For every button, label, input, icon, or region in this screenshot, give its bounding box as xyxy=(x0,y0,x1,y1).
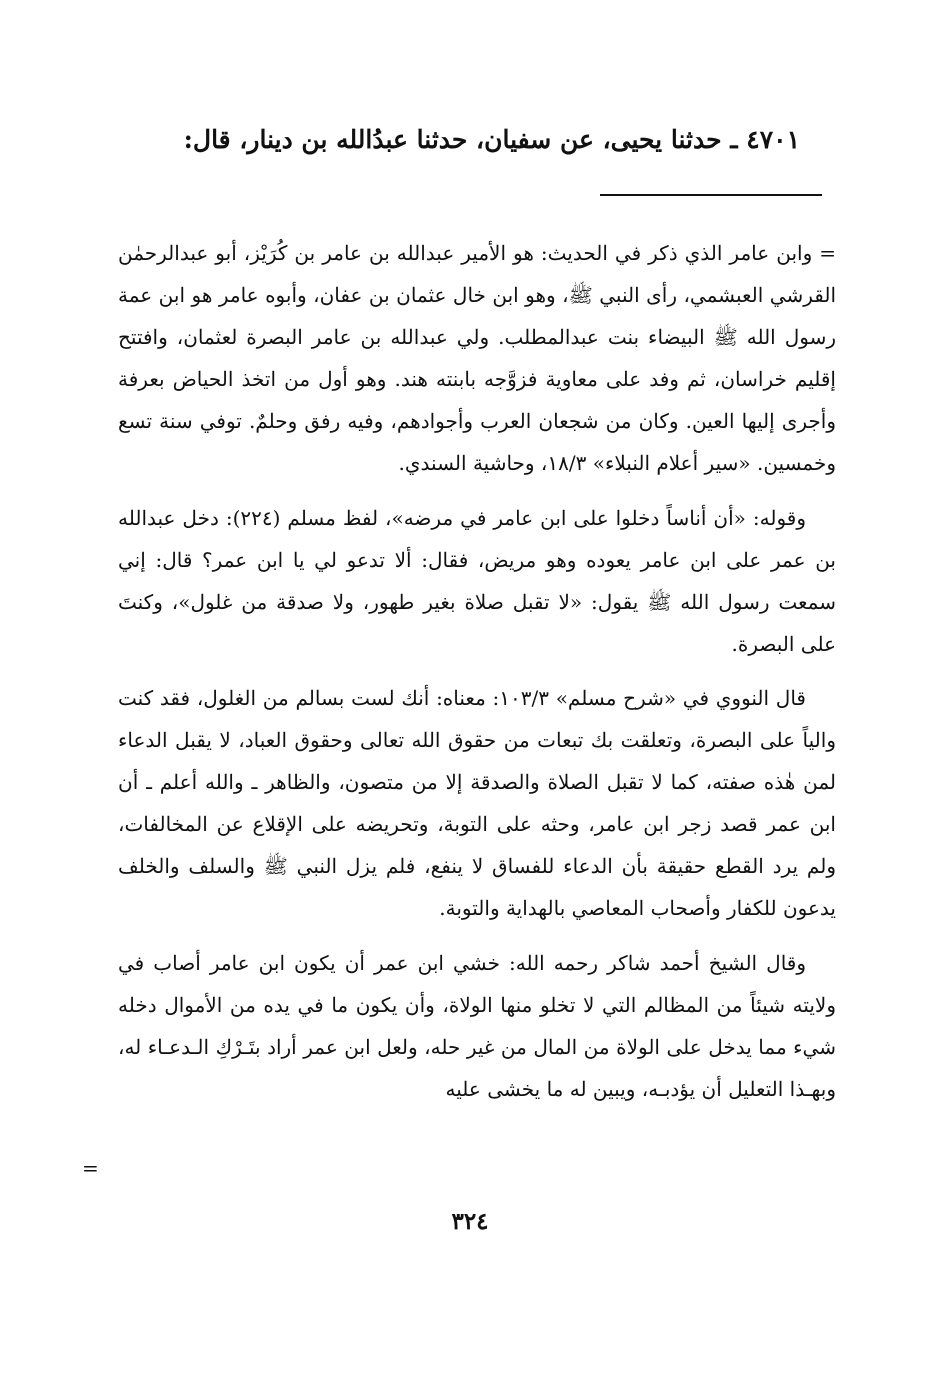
footnote-paragraph-1: = وابن عامر الذي ذكر في الحديث: هو الأمير عبدالله بن عامر بن كُرَيْز، أبو عبدالرحمٰن القرشي العبشمي، رأى النبي ﷺ، وهو ابن خال عثمان بن عفان، وأبوه عامر هو ابن عمة رسول الله ﷺ البيضاء بنت عبدالمطلب. ولي عبدالله بن عامر البصرة لعثمان، وافتتح إقليم خراسان، ثم وفد على معاوية فزوَّجه بابنته هند. وهو أول من اتخذ الحياض بعرفة وأجرى إليها العين. وكان من شجعان العرب وأجوادهم، وفيه رفق وحلمٌ. توفي سنة تسع وخمسين. «سير أعلام النبلاء» ١٨/٣، وحاشية السندي. xyxy=(118,241,837,476)
page-number: ٣٢٤ xyxy=(451,1208,489,1235)
footnote-separator xyxy=(600,194,822,196)
footnote-paragraph-3: قال النووي في «شرح مسلم» ١٠٣/٣: معناه: أنك لست بسالم من الغلول، فقد كنت والياً على البصرة، وتعلقت بك تبعات من حقوق الله تعالى وحقوق العباد، لا يقبل الدعاء لمن هٰذه صفته، كما لا تقبل الصلاة والصدقة إلا من متصون، والظاهر ـ والله أعلم ـ أن ابن عمر قصد زجر ابن عامر، وحثه على التوبة، وتحريضه على الإقلاع عن المخالفات، ولم يرد القطع حقيقة بأن الدعاء للفساق لا ينفع، فلم يزل النبي ﷺ والسلف والخلف يدعون للكفار وأصحاب المعاصي بالهداية والتوبة. xyxy=(118,685,836,921)
hadith-heading: ٤٧٠١ ـ حدثنا يحيى، عن سفيان، حدثنا عبدُالله بن دينار، قال: xyxy=(183,125,800,154)
footnote-paragraph-4: وقال الشيخ أحمد شاكر رحمه الله: خشي ابن عمر أن يكون ابن عامر أصاب في ولايته شيئاً من المظالم التي لا تخلو منها الولاة، وأن يكون ما في يده من الأموال دخله شيء مما يدخل على الولاة من المال من غير حله، ولعل ابن عمر أراد بتَـرْكِ الـدعـاء له، وبهـذا التعليل أن يؤدبـه، ويبين له ما يخشى عليه xyxy=(118,950,836,1101)
continuation-mark: = xyxy=(82,1156,99,1180)
footnote-paragraph-2: وقوله: «أن أناساً دخلوا على ابن عامر في مرضه»، لفظ مسلم (٢٢٤): دخل عبدالله بن عمر على ابن عامر يعوده وهو مريض، فقال: ألا تدعو لي يا ابن عمر؟ قال: إني سمعت رسول الله ﷺ يقول: «لا تقبل صلاة بغير طهور، ولا صدقة من غلول»، وكنتَ على البصرة. xyxy=(118,505,836,656)
footnote-section xyxy=(118,232,836,1122)
